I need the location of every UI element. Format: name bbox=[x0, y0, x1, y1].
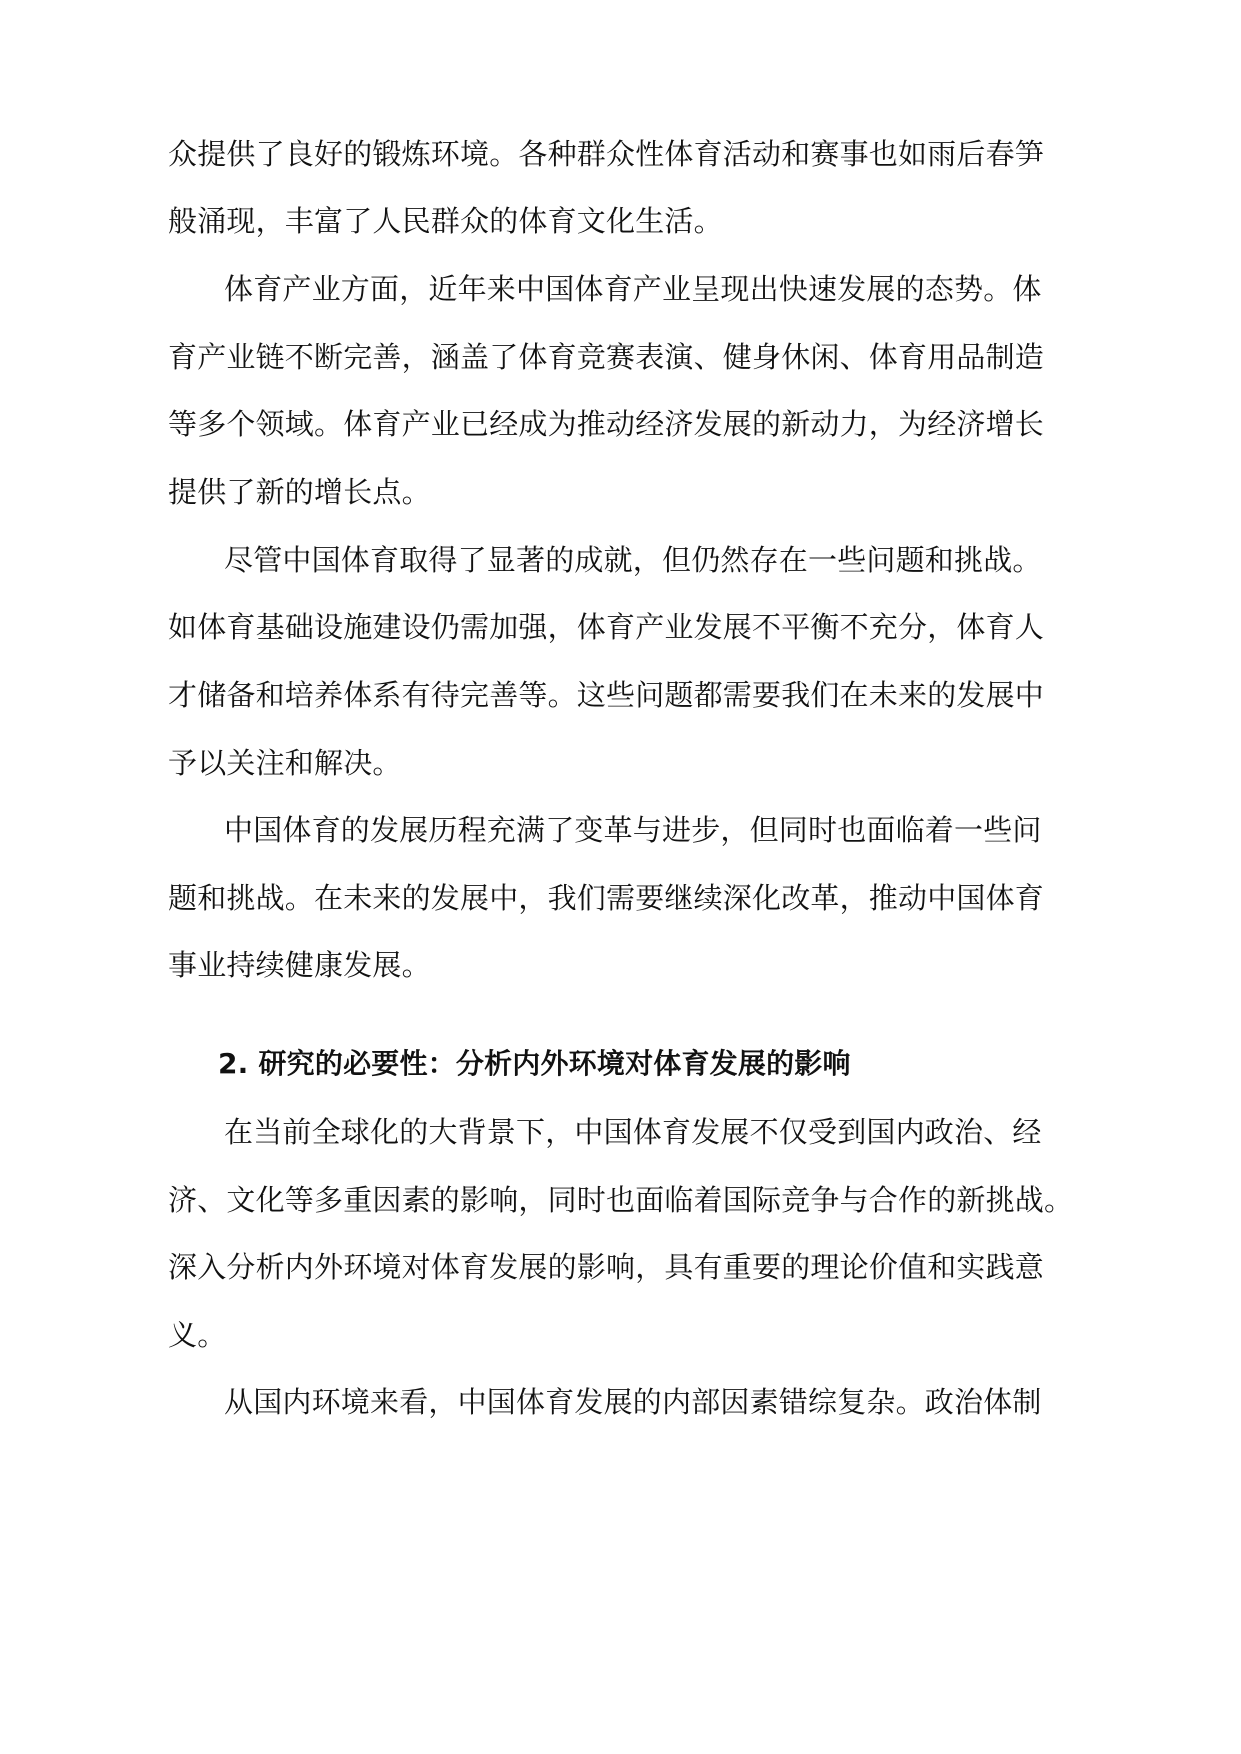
paragraph-2-line-4: 提供了新的增长点。 bbox=[168, 475, 431, 509]
section-heading: 2. 研究的必要性：分析内外环境对体育发展的影响 bbox=[218, 1047, 851, 1080]
paragraph-3-line-1: 尽管中国体育取得了显著的成就，但仍然存在一些问题和挑战。 bbox=[224, 543, 1042, 577]
paragraph-1-line-1: 众提供了良好的锻炼环境。各种群众性体育活动和赛事也如雨后春笋 bbox=[168, 137, 1045, 171]
paragraph-2-line-1: 体育产业方面，近年来中国体育产业呈现出快速发展的态势。体 bbox=[224, 272, 1042, 306]
paragraph-5-line-3: 深入分析内外环境对体育发展的影响，具有重要的理论价值和实践意 bbox=[168, 1250, 1045, 1284]
paragraph-4-line-1: 中国体育的发展历程充满了变革与进步，但同时也面临着一些问 bbox=[224, 813, 1042, 847]
paragraph-6-line-1: 从国内环境来看，中国体育发展的内部因素错综复杂。政治体制 bbox=[224, 1385, 1042, 1419]
paragraph-5-line-4: 义。 bbox=[168, 1318, 227, 1352]
paragraph-4-line-3: 事业持续健康发展。 bbox=[168, 948, 431, 982]
paragraph-2-line-3: 等多个领域。体育产业已经成为推动经济发展的新动力，为经济增长 bbox=[168, 407, 1045, 441]
paragraph-1-line-2: 般涌现，丰富了人民群众的体育文化生活。 bbox=[168, 204, 723, 238]
paragraph-5-line-2: 济、文化等多重因素的影响，同时也面临着国际竞争与合作的新挑战。 bbox=[168, 1183, 1074, 1217]
paragraph-3-line-2: 如体育基础设施建设仍需加强，体育产业发展不平衡不充分，体育人 bbox=[168, 610, 1045, 644]
paragraph-3-line-3: 才储备和培养体系有待完善等。这些问题都需要我们在未来的发展中 bbox=[168, 678, 1045, 712]
paragraph-3-line-4: 予以关注和解决。 bbox=[168, 746, 402, 780]
paragraph-4-line-2: 题和挑战。在未来的发展中，我们需要继续深化改革，推动中国体育 bbox=[168, 881, 1045, 915]
paragraph-5-line-1: 在当前全球化的大背景下，中国体育发展不仅受到国内政治、经 bbox=[224, 1115, 1042, 1149]
paragraph-2-line-2: 育产业链不断完善，涵盖了体育竞赛表演、健身休闲、体育用品制造 bbox=[168, 340, 1045, 374]
